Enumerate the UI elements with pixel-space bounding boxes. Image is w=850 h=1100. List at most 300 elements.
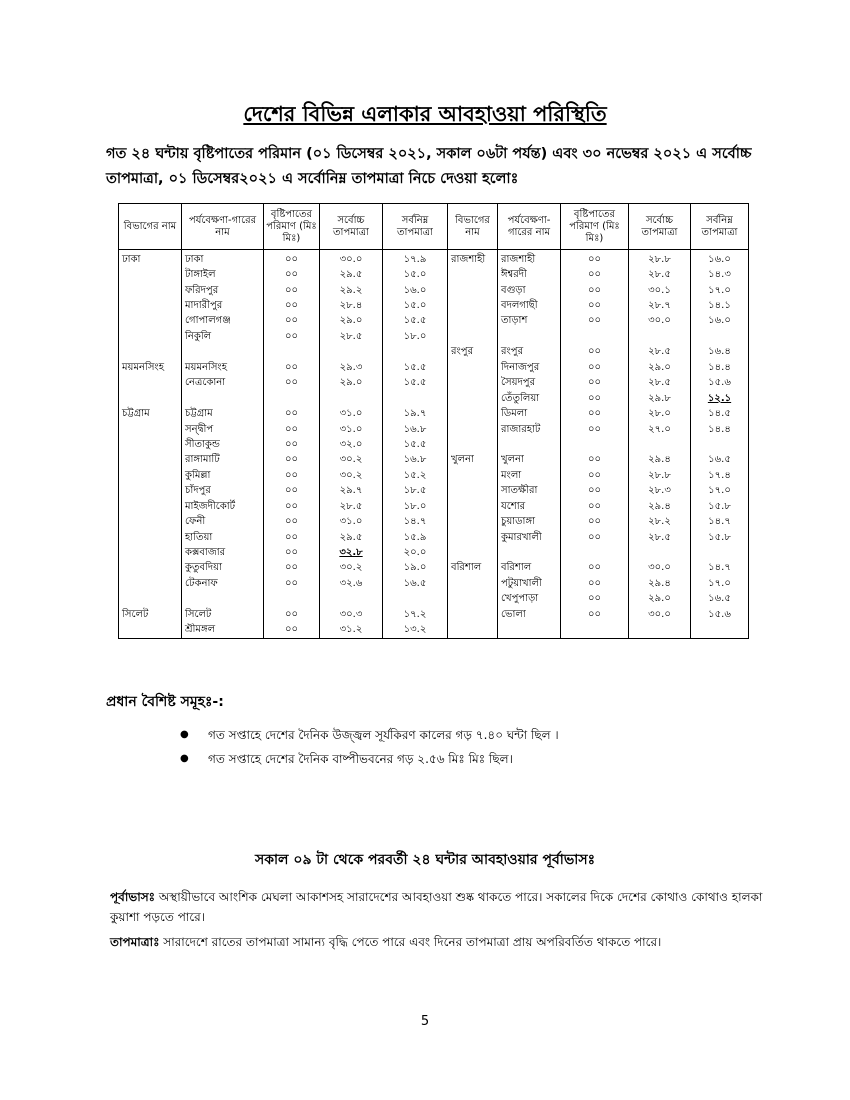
cell-value: ১৫.৯ bbox=[403, 531, 427, 543]
table-row bbox=[119, 530, 749, 545]
cell-value: টাঙ্গাইল bbox=[185, 269, 216, 281]
table-cell bbox=[182, 283, 264, 298]
table-cell bbox=[448, 283, 498, 298]
table-cell bbox=[629, 514, 691, 529]
cell-value: ২৯.৩ bbox=[339, 361, 363, 373]
table-cell bbox=[561, 484, 629, 499]
table-cell bbox=[383, 422, 448, 437]
table-row bbox=[119, 406, 749, 421]
cell-value: ০০ bbox=[587, 423, 601, 435]
cell-value: ৩০.৩ bbox=[339, 608, 363, 620]
cell-value: ০০ bbox=[284, 377, 298, 389]
features-heading: প্রধান বৈশিষ্ট সমূহঃ-: bbox=[106, 694, 224, 710]
table-cell bbox=[448, 376, 498, 391]
cell-value: নেত্রকোনা bbox=[185, 377, 226, 389]
table-cell bbox=[448, 484, 498, 499]
table-cell bbox=[448, 345, 498, 360]
table-cell bbox=[691, 576, 749, 591]
cell-value: ১৫.৮ bbox=[708, 500, 731, 512]
table-cell bbox=[264, 530, 320, 545]
table-cell bbox=[119, 545, 182, 560]
table-cell bbox=[383, 545, 448, 560]
table-cell bbox=[691, 484, 749, 499]
table-cell bbox=[448, 360, 498, 375]
table-row bbox=[119, 592, 749, 607]
table-cell bbox=[691, 453, 749, 468]
cell-value: ১৭.০ bbox=[708, 577, 731, 589]
table-cell bbox=[182, 592, 264, 607]
cell-value: রাঙ্গামাটি bbox=[185, 454, 220, 466]
table-cell bbox=[119, 314, 182, 329]
cell-value: ২৮.৫ bbox=[339, 500, 363, 512]
cell-value: ৩০.১ bbox=[648, 284, 671, 296]
table-cell bbox=[264, 283, 320, 298]
cell-value: ৩০.২ bbox=[339, 469, 363, 481]
table-cell bbox=[498, 468, 561, 483]
table-cell bbox=[691, 345, 749, 360]
table-cell bbox=[119, 607, 182, 622]
table-cell bbox=[498, 283, 561, 298]
cell-value: ২৯.০ bbox=[648, 361, 671, 373]
table-cell bbox=[383, 561, 448, 576]
cell-value: ২৯.৭ bbox=[339, 485, 363, 497]
table-row bbox=[119, 514, 749, 529]
cell-value: চাঁদপুর bbox=[185, 485, 211, 497]
cell-value: সিলেট bbox=[122, 608, 149, 620]
table-cell bbox=[691, 391, 749, 406]
table-cell bbox=[119, 298, 182, 313]
cell-value: ৩২.৬ bbox=[339, 577, 363, 589]
table-cell bbox=[320, 422, 383, 437]
table-cell bbox=[629, 561, 691, 576]
page-title: দেশের বিভিন্ন এলাকার আবহাওয়া পরিস্থিতি bbox=[243, 102, 607, 126]
table-cell bbox=[629, 437, 691, 452]
table-cell bbox=[320, 607, 383, 622]
cell-value: ১৫.৫ bbox=[403, 438, 427, 450]
table-cell bbox=[320, 406, 383, 421]
table-cell bbox=[629, 576, 691, 591]
table-cell bbox=[561, 376, 629, 391]
table-cell bbox=[320, 530, 383, 545]
table-cell bbox=[320, 468, 383, 483]
cell-value: সৈয়দপুর bbox=[501, 377, 536, 389]
table-cell bbox=[448, 437, 498, 452]
table-row bbox=[119, 422, 749, 437]
cell-value: ঈশ্বরদী bbox=[501, 269, 527, 281]
table-cell bbox=[498, 422, 561, 437]
table-cell bbox=[691, 283, 749, 298]
table-cell bbox=[320, 484, 383, 499]
table-cell bbox=[264, 314, 320, 329]
table-cell bbox=[264, 545, 320, 560]
cell-value: ১৬.৮ bbox=[403, 423, 427, 435]
table-cell bbox=[320, 314, 383, 329]
table-cell bbox=[119, 250, 182, 268]
table-cell bbox=[561, 422, 629, 437]
cell-value: রাজারহাট bbox=[501, 423, 541, 435]
table-row bbox=[119, 345, 749, 360]
cell-value: ০০ bbox=[284, 516, 298, 528]
table-cell bbox=[561, 314, 629, 329]
table-cell bbox=[561, 592, 629, 607]
cell-value: ১৭.৪ bbox=[708, 469, 731, 481]
cell-value: ০০ bbox=[284, 361, 298, 373]
table-cell bbox=[448, 314, 498, 329]
cell-value: ০০ bbox=[587, 346, 601, 358]
table-cell bbox=[691, 530, 749, 545]
table-cell bbox=[383, 267, 448, 282]
cell-value: ০০ bbox=[587, 392, 601, 404]
table-cell bbox=[691, 561, 749, 576]
table-cell bbox=[320, 623, 383, 639]
table-cell bbox=[264, 453, 320, 468]
table-cell bbox=[264, 437, 320, 452]
table-row bbox=[119, 453, 749, 468]
cell-value: ০০ bbox=[284, 577, 298, 589]
cell-value: ১৯.৭ bbox=[403, 408, 427, 420]
table-cell bbox=[182, 422, 264, 437]
table-cell bbox=[498, 514, 561, 529]
cell-value: ০০ bbox=[284, 438, 298, 450]
cell-value: ১৫.৫ bbox=[403, 315, 427, 327]
table-row bbox=[119, 250, 749, 268]
cell-value: ০০ bbox=[284, 547, 298, 559]
cell-value: ০০ bbox=[587, 315, 601, 327]
cell-value: খুলনা bbox=[451, 454, 474, 466]
table-cell bbox=[383, 607, 448, 622]
table-cell bbox=[264, 422, 320, 437]
table-cell bbox=[629, 499, 691, 514]
table-cell bbox=[561, 468, 629, 483]
table-row bbox=[119, 607, 749, 622]
cell-value: ১৮.৫ bbox=[403, 485, 427, 497]
cell-value: শ্রীমঙ্গল bbox=[185, 624, 216, 636]
cell-value: ২৮.৫ bbox=[648, 346, 671, 358]
cell-value: ১৭.০ bbox=[708, 284, 731, 296]
table-cell bbox=[498, 607, 561, 622]
header-cell: সর্বোচ্চ তাপমাত্রা bbox=[629, 204, 691, 250]
cell-value: ১৬.০ bbox=[403, 284, 427, 296]
table-cell bbox=[561, 267, 629, 282]
table-row bbox=[119, 391, 749, 406]
table-cell bbox=[629, 453, 691, 468]
table-cell bbox=[448, 607, 498, 622]
table-cell bbox=[561, 406, 629, 421]
table-cell bbox=[182, 360, 264, 375]
table-cell bbox=[182, 530, 264, 545]
table-cell bbox=[119, 592, 182, 607]
table-cell bbox=[383, 576, 448, 591]
cell-value: ০০ bbox=[284, 300, 298, 312]
cell-value: ১৬.০ bbox=[708, 315, 731, 327]
cell-value: ০০ bbox=[284, 284, 298, 296]
table-cell bbox=[182, 484, 264, 499]
table-cell bbox=[691, 545, 749, 560]
table-cell bbox=[119, 329, 182, 344]
table-cell bbox=[119, 499, 182, 514]
table-cell bbox=[383, 484, 448, 499]
table-cell bbox=[264, 623, 320, 639]
table-cell bbox=[182, 267, 264, 282]
table-header-row bbox=[119, 204, 749, 250]
cell-value: গোপালগঞ্জ bbox=[185, 315, 231, 327]
table-cell bbox=[320, 360, 383, 375]
temperature-paragraph bbox=[110, 932, 780, 952]
table-cell bbox=[448, 250, 498, 268]
header-cell: পর্যবেক্ষণা-গারের নাম bbox=[182, 204, 264, 250]
cell-value: ০০ bbox=[284, 469, 298, 481]
cell-value: ২৮.৮ bbox=[648, 253, 671, 265]
cell-value: ২৮.৫ bbox=[648, 531, 671, 543]
table-cell bbox=[264, 499, 320, 514]
cell-value: কুমারখালী bbox=[501, 531, 542, 543]
cell-value: ২৯.৪ bbox=[648, 577, 671, 589]
list-item: ● গত সপ্তাহে দেশের দৈনিক উজ্জ্বল সূর্যকিরণ কালের গড় ৭.৪০ ঘন্টা ছিল । bbox=[180, 725, 559, 749]
header-cell: বৃষ্টিপাতের পরিমাণ (মিঃ মিঃ) bbox=[561, 204, 629, 250]
cell-value: ২৯.০ bbox=[648, 593, 671, 605]
cell-value: মংলা bbox=[501, 469, 522, 481]
weather-table bbox=[118, 203, 749, 639]
cell-value: ৩১.০ bbox=[339, 516, 363, 528]
table-cell bbox=[561, 623, 629, 639]
table-cell bbox=[264, 514, 320, 529]
cell-value: ৩০.০ bbox=[339, 253, 363, 265]
table-cell bbox=[320, 437, 383, 452]
table-cell bbox=[561, 453, 629, 468]
cell-value: রংপুর bbox=[501, 346, 524, 358]
cell-value: ১৮.০ bbox=[403, 330, 427, 342]
cell-value: মাইজদীকোর্ট bbox=[185, 500, 236, 512]
table-cell bbox=[448, 391, 498, 406]
table-body bbox=[119, 250, 749, 639]
table-cell bbox=[320, 453, 383, 468]
table-cell bbox=[182, 329, 264, 344]
table-cell bbox=[182, 576, 264, 591]
table-cell bbox=[498, 267, 561, 282]
cell-value: ০০ bbox=[587, 469, 601, 481]
forecast-heading: সকাল ০৯ টা থেকে পরবর্তী ২৪ ঘন্টার আবহাওয়ার পূর্বাভাসঃ bbox=[254, 852, 596, 868]
table-cell bbox=[119, 391, 182, 406]
cell-value: ০০ bbox=[587, 562, 601, 574]
table-cell bbox=[561, 499, 629, 514]
table-cell bbox=[383, 592, 448, 607]
table-cell bbox=[320, 499, 383, 514]
table-cell bbox=[119, 530, 182, 545]
table-cell bbox=[561, 298, 629, 313]
cell-value: ০০ bbox=[587, 531, 601, 543]
cell-value: সিলেট bbox=[185, 608, 212, 620]
table-cell bbox=[448, 298, 498, 313]
table-cell bbox=[629, 283, 691, 298]
cell-value: তাড়াশ bbox=[501, 315, 528, 327]
cell-value: ১৬.৪ bbox=[708, 346, 731, 358]
cell-value: ১৬.০ bbox=[708, 253, 731, 265]
cell-value: ২৮.৫ bbox=[648, 269, 671, 281]
table-cell bbox=[498, 376, 561, 391]
table-cell bbox=[119, 453, 182, 468]
temperature-text: সারাদেশে রাতের তাপমাত্রা সামান্য বৃদ্ধি পেতে পারে এবং দিনের তাপমাত্রা প্রায় অপরিবর্তিত থাকতে পারে। bbox=[159, 935, 662, 949]
table-cell bbox=[264, 576, 320, 591]
cell-value: ০০ bbox=[587, 377, 601, 389]
table-cell bbox=[182, 437, 264, 452]
table-cell bbox=[383, 283, 448, 298]
cell-value: ০০ bbox=[284, 454, 298, 466]
table-cell bbox=[691, 468, 749, 483]
table-cell bbox=[629, 406, 691, 421]
table-cell bbox=[320, 545, 383, 560]
table-cell bbox=[119, 561, 182, 576]
table-cell bbox=[691, 514, 749, 529]
cell-value: ০০ bbox=[284, 408, 298, 420]
table-cell bbox=[320, 250, 383, 268]
cell-value: ২৮.০ bbox=[648, 408, 671, 420]
table-cell bbox=[561, 283, 629, 298]
cell-value: বরিশাল bbox=[501, 562, 532, 574]
cell-value: ১৪.৭ bbox=[708, 516, 731, 528]
cell-value: ২০.০ bbox=[403, 547, 427, 559]
cell-value: ৩০.২ bbox=[339, 454, 363, 466]
table-cell bbox=[691, 314, 749, 329]
cell-value: ১৫.৫ bbox=[403, 377, 427, 389]
table-cell bbox=[691, 267, 749, 282]
table-cell bbox=[561, 545, 629, 560]
table-row bbox=[119, 468, 749, 483]
cell-value: ২৯.৮ bbox=[648, 392, 671, 404]
table-cell bbox=[498, 345, 561, 360]
cell-value: ০০ bbox=[284, 531, 298, 543]
page-number: 5 bbox=[420, 1014, 430, 1029]
table-cell bbox=[182, 499, 264, 514]
table-cell bbox=[561, 391, 629, 406]
cell-value: ০০ bbox=[284, 330, 298, 342]
cell-value: ২৯.২ bbox=[339, 284, 363, 296]
table-cell bbox=[629, 391, 691, 406]
table-cell bbox=[498, 406, 561, 421]
table-cell bbox=[119, 267, 182, 282]
table-cell bbox=[119, 576, 182, 591]
table-cell bbox=[320, 329, 383, 344]
table-cell bbox=[182, 623, 264, 639]
cell-value: ১৬.৮ bbox=[403, 454, 427, 466]
table-cell bbox=[264, 345, 320, 360]
table-cell bbox=[448, 422, 498, 437]
cell-value: ১২.১ bbox=[707, 392, 732, 404]
cell-value: ১৪.১ bbox=[708, 300, 731, 312]
table-cell bbox=[691, 329, 749, 344]
table-cell bbox=[182, 298, 264, 313]
header-cell: বিভাগের নাম bbox=[119, 204, 182, 250]
table-cell bbox=[264, 376, 320, 391]
table-cell bbox=[498, 391, 561, 406]
table-cell bbox=[691, 360, 749, 375]
cell-value: ১৬.৫ bbox=[708, 593, 731, 605]
table-cell bbox=[691, 592, 749, 607]
cell-value: ০০ bbox=[587, 284, 601, 296]
table-cell bbox=[182, 314, 264, 329]
table-cell bbox=[320, 283, 383, 298]
table-cell bbox=[383, 514, 448, 529]
table-cell bbox=[629, 607, 691, 622]
table-cell bbox=[264, 267, 320, 282]
table-cell bbox=[119, 376, 182, 391]
table-cell bbox=[561, 345, 629, 360]
table-cell bbox=[383, 453, 448, 468]
cell-value: ০০ bbox=[284, 269, 298, 281]
table-cell bbox=[383, 360, 448, 375]
cell-value: ১৮.০ bbox=[403, 500, 427, 512]
table-cell bbox=[264, 329, 320, 344]
table-cell bbox=[182, 250, 264, 268]
cell-value: ৩০.০ bbox=[648, 315, 671, 327]
cell-value: ০০ bbox=[587, 516, 601, 528]
cell-value: টেকনাফ bbox=[185, 577, 218, 589]
table-cell bbox=[320, 561, 383, 576]
forecast-paragraph bbox=[110, 887, 780, 927]
cell-value: ১৪.৭ bbox=[708, 562, 731, 574]
table-cell bbox=[498, 360, 561, 375]
table-cell bbox=[448, 453, 498, 468]
table-cell bbox=[691, 376, 749, 391]
cell-value: ২৮.২ bbox=[648, 516, 671, 528]
table-row bbox=[119, 623, 749, 639]
table-cell bbox=[629, 592, 691, 607]
cell-value: কক্সবাজার bbox=[185, 547, 226, 559]
cell-value: ১৬.৫ bbox=[403, 577, 427, 589]
table-cell bbox=[264, 406, 320, 421]
cell-value: ময়মনসিংহ bbox=[185, 361, 227, 373]
table-cell bbox=[691, 422, 749, 437]
table-cell bbox=[383, 298, 448, 313]
table-cell bbox=[383, 499, 448, 514]
cell-value: ১৫.২ bbox=[403, 469, 427, 481]
cell-value: ৩২.০ bbox=[339, 438, 363, 450]
cell-value: বরিশাল bbox=[451, 562, 482, 574]
cell-value: কুতুবদিয়া bbox=[185, 562, 222, 574]
table-cell bbox=[264, 607, 320, 622]
cell-value: ২৯.০ bbox=[339, 315, 363, 327]
cell-value: রাজশাহী bbox=[451, 253, 486, 265]
table-cell bbox=[182, 376, 264, 391]
table-cell bbox=[629, 422, 691, 437]
table-cell bbox=[629, 468, 691, 483]
cell-value: ০০ bbox=[284, 624, 298, 636]
cell-value: ফরিদপুর bbox=[185, 284, 219, 296]
cell-value: ০০ bbox=[284, 253, 298, 265]
cell-value: ৩০.০ bbox=[648, 562, 671, 574]
table-cell bbox=[264, 360, 320, 375]
table-cell bbox=[498, 437, 561, 452]
table-row bbox=[119, 298, 749, 313]
table-row bbox=[119, 283, 749, 298]
table-row bbox=[119, 576, 749, 591]
table-cell bbox=[629, 314, 691, 329]
table-cell bbox=[448, 530, 498, 545]
cell-value: ডিমলা bbox=[501, 408, 528, 420]
header-cell: সর্বনিম্ন তাপমাত্রা bbox=[691, 204, 749, 250]
table-cell bbox=[383, 376, 448, 391]
cell-value: বদলগাছী bbox=[501, 300, 538, 312]
table-cell bbox=[448, 468, 498, 483]
cell-value: ২৯.৪ bbox=[648, 500, 671, 512]
table-row bbox=[119, 561, 749, 576]
table-cell bbox=[448, 267, 498, 282]
table-cell bbox=[383, 530, 448, 545]
cell-value: ১৪.৩ bbox=[708, 269, 731, 281]
cell-value: ০০ bbox=[587, 500, 601, 512]
table-cell bbox=[448, 561, 498, 576]
cell-value: ২৯.৫ bbox=[339, 531, 363, 543]
cell-value: ০০ bbox=[284, 315, 298, 327]
